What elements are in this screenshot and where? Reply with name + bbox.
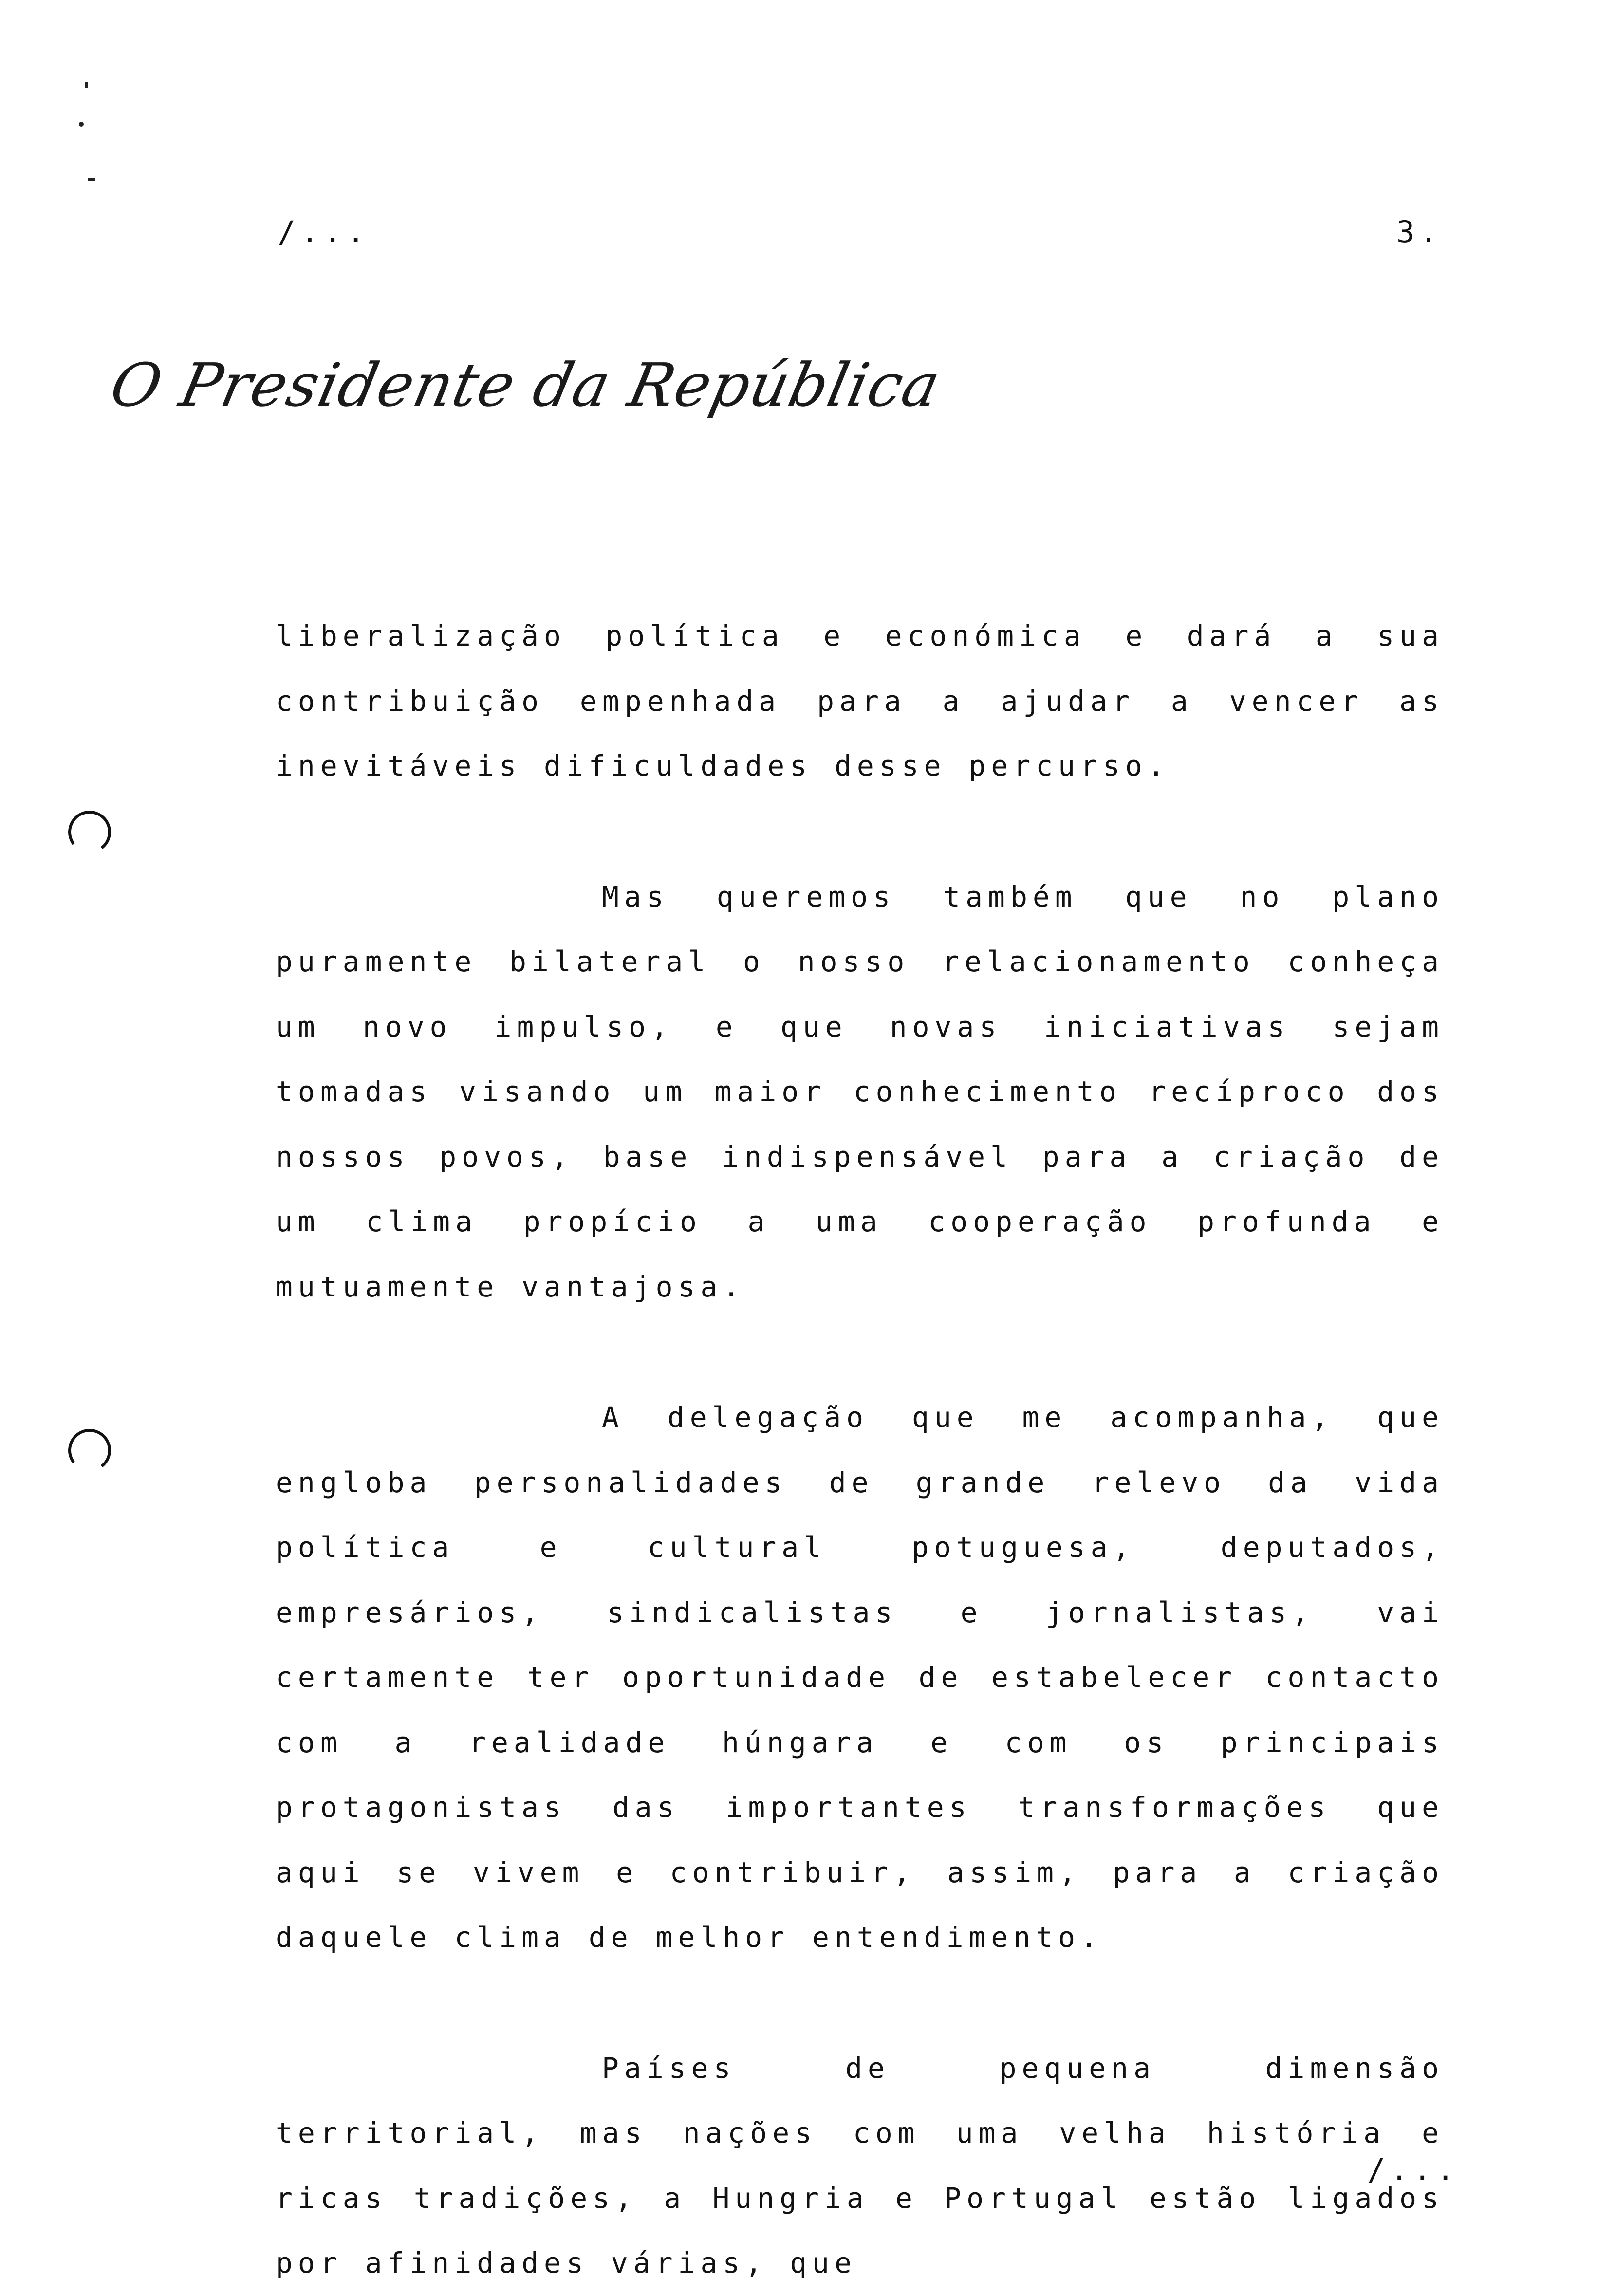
- paragraph: [276, 2036, 1444, 2296]
- binder-hole-mark: [65, 808, 113, 856]
- paragraph-text: liberalização política e económica e dará a sua contribuição empenhada para a ajudar a vencer as inevitáveis dificuldades desse percurso.: [276, 619, 1444, 782]
- letter-body: [276, 604, 1444, 2296]
- paragraph: [276, 1385, 1444, 1970]
- continuation-mark-bottom: /...: [1367, 2152, 1460, 2187]
- scan-speck: [88, 178, 95, 181]
- letterhead: O Presidente da República: [104, 351, 947, 420]
- scan-speck: [85, 82, 88, 88]
- paragraph-text: Mas queremos também que no plano puramente bilateral o nosso relacionamento conheça um novo impulso, e que novas iniciativas sejam tomadas visando um maior conhecimento recíproco dos nossos povos, base indispensável para a criação de um clima propício a uma cooperação profunda e mutuamente vantajosa.: [276, 880, 1444, 1303]
- paragraph-text: A delegação que me acompanha, que engloba personalidades de grande relevo da vida política e cultural potuguesa, deputados, empresários, sindicalistas e jornalistas, vai certamente ter oportunidade de estabelecer contacto com a realidade húngara e com os principais protagonistas das importantes transformações que aqui se vivem e contribuir, assim, para a criação daquele clima de melhor entendimento.: [276, 1401, 1444, 1954]
- paragraph: [276, 865, 1444, 1320]
- scan-speck: [79, 122, 84, 127]
- paragraph-text: Países de pequena dimensão territorial, mas nações com uma velha história e ricas tradições, a Hungria e Portugal estão ligados por afinidades várias, que: [276, 2051, 1444, 2279]
- binder-hole-mark: [65, 1426, 113, 1474]
- page-number: 3.: [1396, 214, 1443, 250]
- paragraph: [276, 604, 1444, 799]
- continuation-mark-top: /...: [278, 214, 370, 250]
